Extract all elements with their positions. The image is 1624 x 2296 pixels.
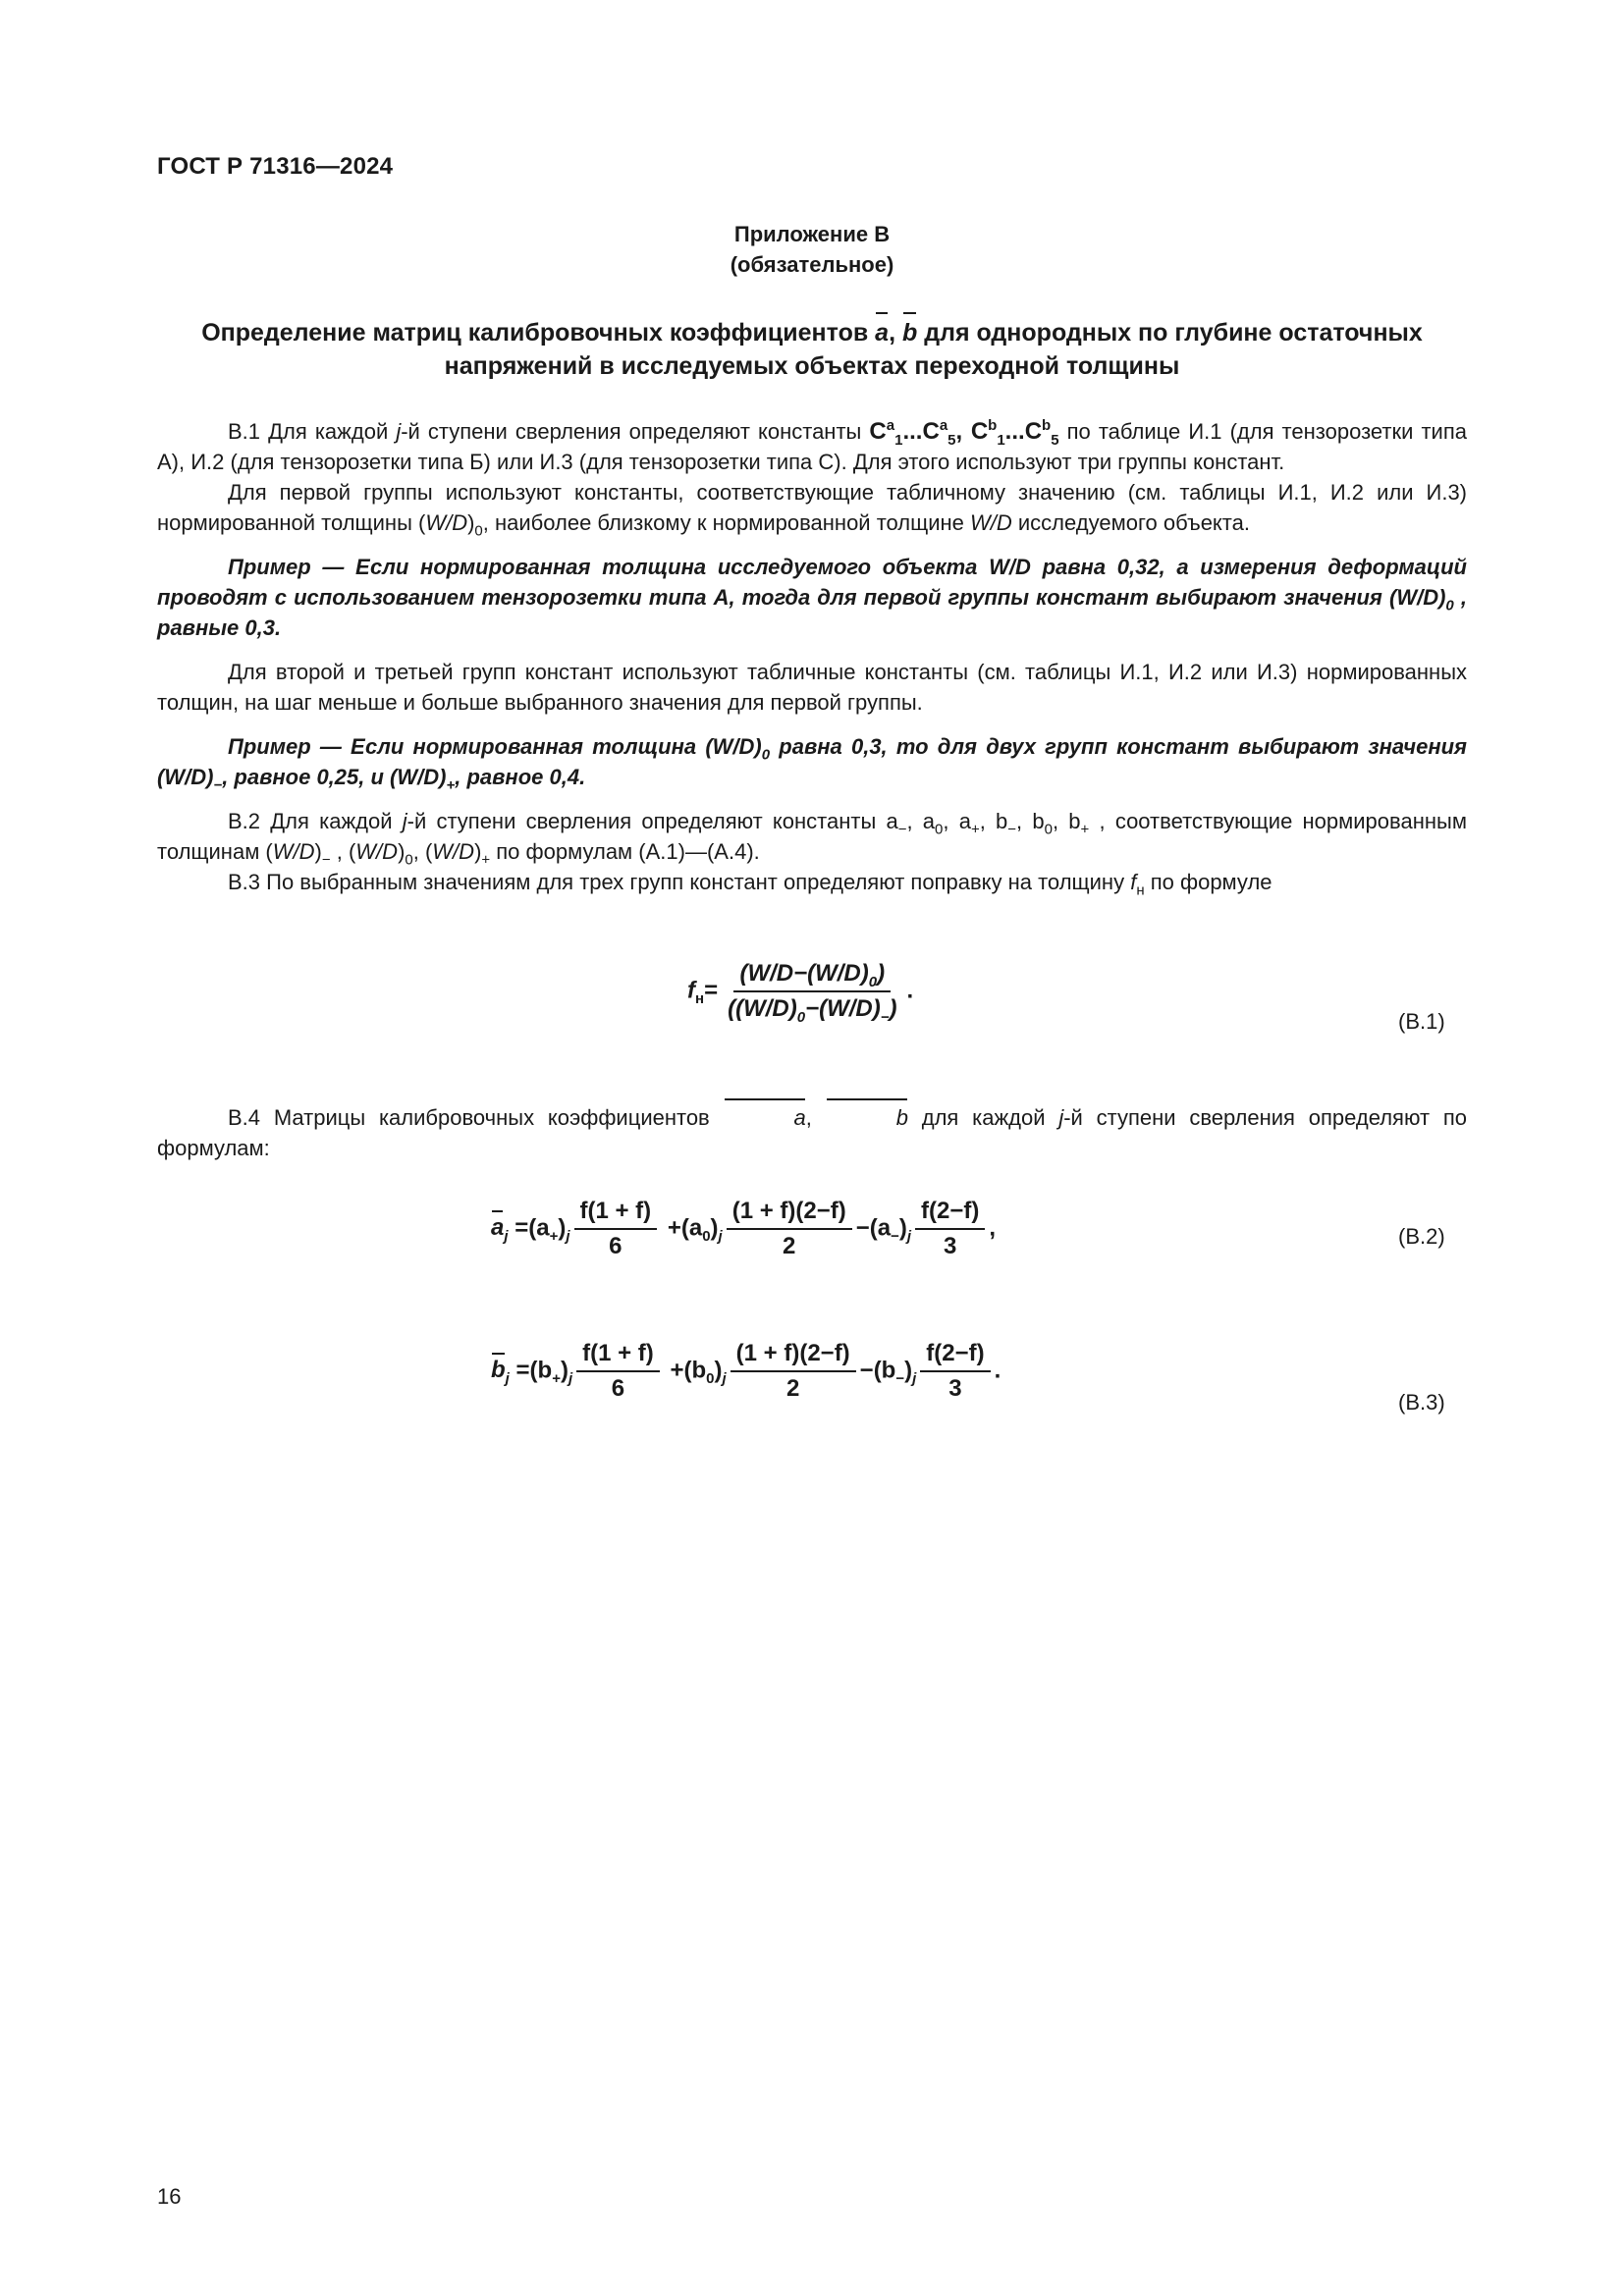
formula-b3: $b_j =(b_+)_j$ $\frac{f(1 + f)}{6}$ $+(b_0)_j$ $\frac{(1 + f)(2-f)}{2}$ $-(b_-)_j$ $\frac{f(2-f)}{3}$ .: [491, 1340, 1001, 1402]
annex-heading: Приложение В: [733, 222, 891, 246]
equation-number-b1: (В.1): [1398, 1009, 1445, 1034]
clause-b3: В.3 По выбранным значениям для трех групп констант определяют поправку на толщину $f_н$ по формуле: [228, 870, 1272, 899]
constants-a: $C^a_1...C^a_5$, $C^b_1...C^b_5$: [869, 417, 1059, 449]
formula-b1: $f_н=$ $\frac{(W/D-(W/D)_0)}{((W/D)_0-(W/D)_-)}$ .: [687, 960, 914, 1026]
equation-number-b2: (В.2): [1398, 1224, 1445, 1249]
example-2: Пример — Если нормированная толщина $(W/D)_0$ равна 0,3, то для двух групп констант выбирают значения $(W/D)_-$, равное 0,25, и $(W/D)_+$, равное 0,4.: [157, 734, 1468, 794]
formula-b1-fraction: $\frac{(W/D-(W/D)_0)}{((W/D)_0-(W/D)_-)}$: [728, 960, 897, 1026]
annex-status: (обязательное): [730, 252, 894, 277]
clause-b4: В.4 Матрицы калибровочных коэффициентов a, b для каждой j-й ступени сверления определяют по формулам:: [157, 1102, 1467, 1163]
page-number: 16: [157, 2184, 182, 2209]
formula-b2: $a_j =(a_+)_j$ $\frac{f(1 + f)}{6}$ $+(a_0)_j$ $\frac{(1 + f)(2-f)}{2}$ $-(a_-)_j$ $\frac{f(2-f)}{3}$ ,: [491, 1198, 997, 1259]
equation-number-b3: (В.3): [1398, 1390, 1445, 1415]
document-code: ГОСТ Р 71316—2024: [157, 153, 394, 180]
clause-b1-block: [157, 416, 1467, 897]
second-third-group-paragraph: Для второй и третьей групп констант используют табличные константы (см. таблицы И.1, И.2 или И.3) нормированных толщин, на шаг меньше и больше выбранного значения для первой группы.: [157, 660, 1467, 715]
clause-b1: В.1 Для каждой j-й ступени сверления определяют константы $C^a_1...C^a_5$, $C^b_1...C^b_5$ по таблице И.1 (для тензорозетки типа А), И.2 (для тензорозетки типа Б) или И.3 (для тензорозетки типа С). Для этого используют три группы констант.: [157, 417, 1467, 474]
clause-b2: В.2 Для каждой j-й ступени сверления определяют константы $a_-$, $a_0$, $a_+$, $b_-$, $b_0$, $b_+$ , соответствующие нормированным толщинам $(W/D)_-$ , $(W/D)_0$, $(W/D)_+$ по формулам (А.1)—(А.4).: [157, 809, 1467, 869]
first-group-paragraph: Для первой группы используют константы, соответствующие табличному значению (см. таблицы И.1, И.2 или И.3) нормированной толщины $(W/D)_0$, наиболее близкому к нормированной толщине W/D исследуемого объекта.: [157, 480, 1467, 540]
example-1: Пример — Если нормированная толщина исследуемого объекта W/D равна 0,32, а измерения деформаций проводят с использованием тензорозетки типа А, тогда для первой группы констант выбирают значения $(W/D)_0$ , равные 0,3.: [157, 555, 1467, 640]
annex-title: Определение матриц калибровочных коэффициентов a, b для однородных по глубине остаточных напряжений в исследуемых объектах переходной толщины: [157, 316, 1467, 383]
